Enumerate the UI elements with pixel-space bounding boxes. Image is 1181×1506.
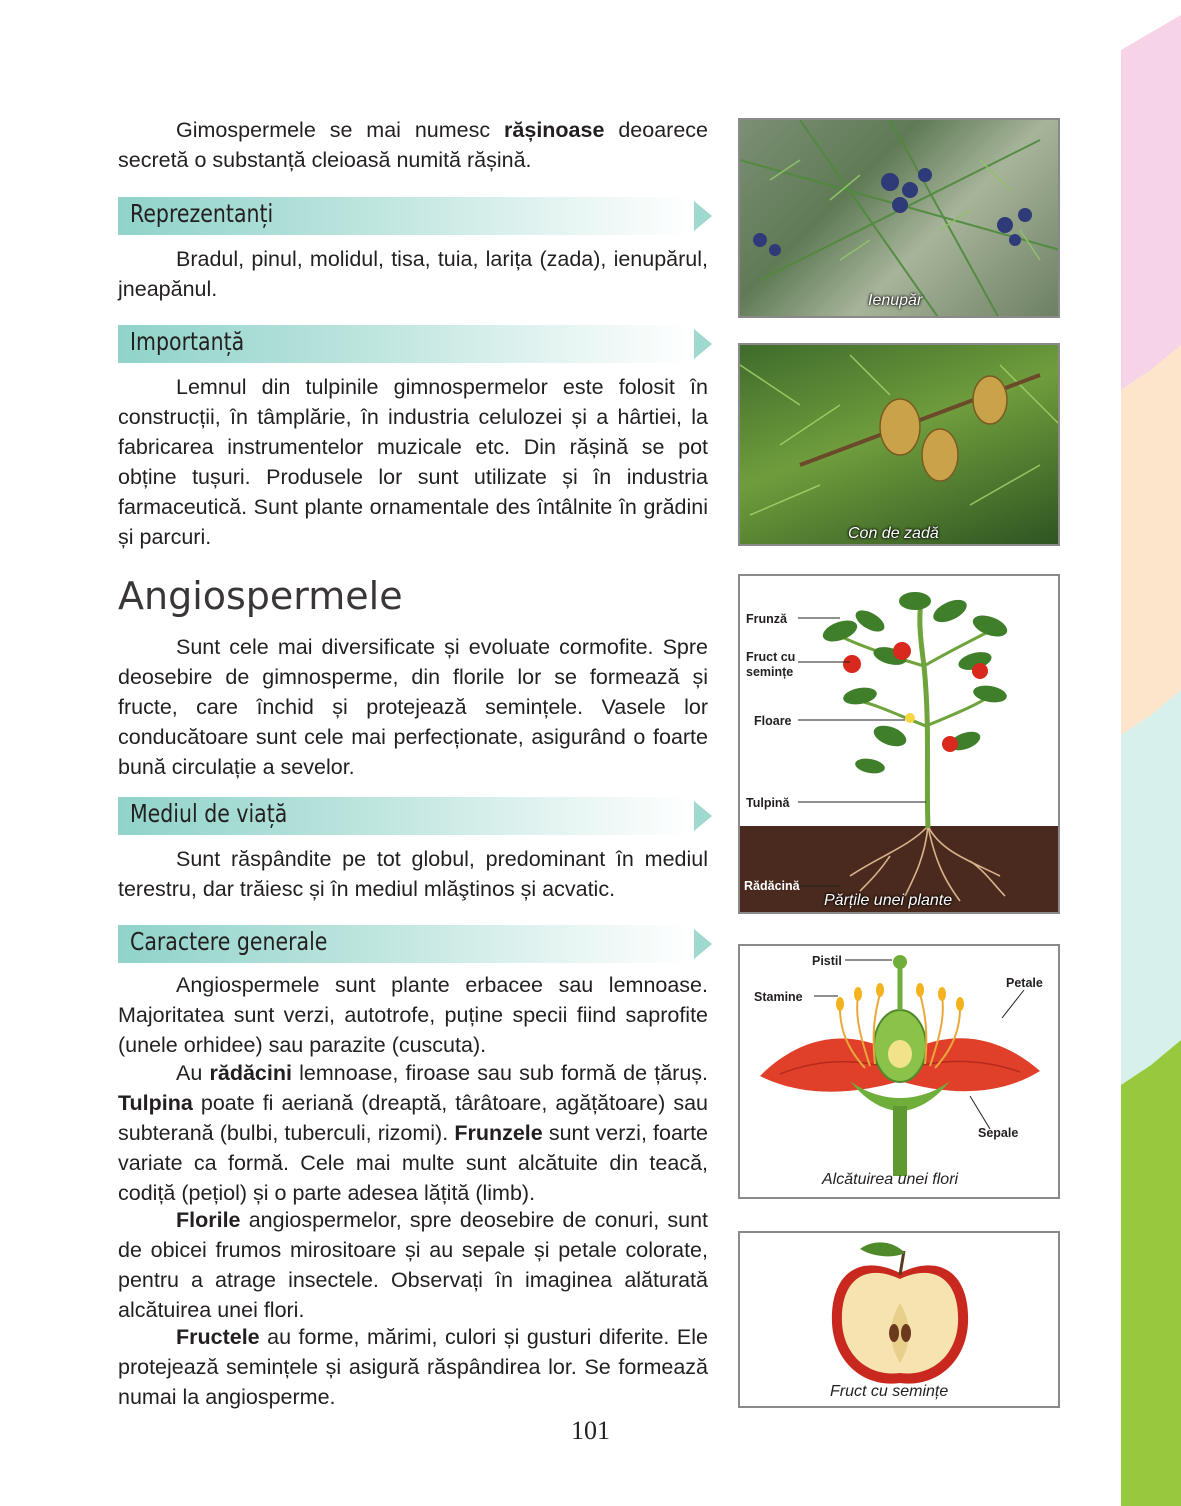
label-tulpina: Tulpină (746, 796, 790, 810)
arrow-icon (694, 201, 712, 231)
heading-importanta (118, 325, 712, 363)
label-floare: Floare (754, 714, 792, 728)
larch-cone-illustration (740, 345, 1060, 546)
car2-c: lemnoase, firoase sau sub formă de țăruș. (291, 1061, 708, 1085)
bold-fructele: Fructele (176, 1325, 260, 1349)
heading-reprezentanti-text: Reprezentanți (130, 199, 274, 228)
photo-ienupar (738, 118, 1060, 318)
caption-fruit: Fruct cu semințe (830, 1383, 949, 1400)
heading-mediul (118, 797, 712, 835)
reprezentanti-paragraph (118, 244, 708, 304)
intro-bold: rășinoase (504, 118, 605, 142)
heading-mediul-text: Mediul de viață (130, 799, 288, 828)
side-tabs (1121, 0, 1181, 1506)
juniper-illustration (740, 120, 1060, 318)
label-radacina: Rădăcină (744, 879, 800, 893)
label-sepale: Sepale (978, 1126, 1019, 1140)
heading-reprezentanti (118, 197, 712, 235)
intro-paragraph (118, 115, 708, 175)
caractere-paragraph-3 (118, 1205, 708, 1325)
heading-caractere (118, 925, 712, 963)
bold-frunzele: Frunzele (454, 1121, 543, 1145)
car2-d: poate fi aeriană (dreaptă, târâtoare, agățătoare) sau subterană (bulbi, tuberculi, rizomi). (118, 1091, 708, 1145)
page-number: 101 (571, 1416, 610, 1445)
bold-radacini: rădăcini (209, 1061, 292, 1085)
importanta-paragraph (118, 372, 708, 552)
car2-e: sunt verzi, foarte variate ca formă. Cele mai multe sunt alcătuite din teacă, codiță (pețiol) și o parte adesea lățită (limb). (118, 1121, 709, 1205)
angio-paragraph (118, 632, 708, 782)
car3-t: angiospermelor, spre deosebire de conuri, sunt de obicei frumos mirositoare și au sepale și petale colorate, pentru a atrage insectele. Observați în imaginea alăturată alcătuirea unei flori. (118, 1208, 708, 1322)
caractere-paragraph-2 (118, 1058, 708, 1208)
mediul-paragraph (118, 844, 708, 904)
diagram-flower (738, 944, 1060, 1199)
apple-illustration (740, 1233, 1058, 1406)
reprezentanti-text: Bradul, pinul, molidul, tisa, tuia, larița (zada), ienupărul, jneapănul. (118, 247, 708, 301)
label-frunza: Frunză (746, 612, 787, 626)
car4-t: au forme, mărimi, culori și gusturi diferite. Ele protejează semințele și asigură răspândirea lor. Se formează numai la angiosperme. (118, 1325, 708, 1409)
section-title: Angiospermele (118, 574, 403, 618)
caption-plant: Părțile unei plante (824, 892, 953, 909)
caption-con: Con de zadă (848, 525, 939, 542)
label-pistil: Pistil (812, 954, 842, 968)
intro-text: Gimospermele se mai numesc (176, 118, 505, 142)
mediul-text: Sunt răspândite pe tot globul, predominant în mediul terestru, dar trăiesc și în mediul mlăştinos și acvatic. (118, 847, 708, 901)
arrow-icon (694, 329, 712, 359)
caractere-paragraph-4 (118, 1322, 708, 1412)
diagram-fruit (738, 1231, 1060, 1408)
tab-mint (1121, 690, 1181, 1085)
arrow-icon (694, 801, 712, 831)
angio-text: Sunt cele mai diversificate și evoluate cormofite. Spre deosebire de gimnosperme, din florile lor se formează și fructe, care închid și protejează semințele. Vasele lor conducătoare sunt cele mai perfecționate, asigurând o foarte bună circulație a sevelor. (118, 635, 708, 779)
caption-flower: Alcătuirea unei flori (822, 1171, 959, 1188)
car2-a: Au (176, 1061, 210, 1085)
bold-florile: Florile (176, 1208, 241, 1232)
label-petale: Petale (1006, 976, 1043, 990)
caractere-paragraph-1 (118, 970, 708, 1060)
label-fruct-2: semințe (746, 665, 794, 679)
caption-ienupar: Ienupăr (868, 292, 923, 309)
photo-con-de-zada (738, 343, 1060, 546)
plant-illustration (740, 576, 1058, 912)
tab-peach (1121, 345, 1181, 735)
arrow-icon (694, 929, 712, 959)
label-fruct-1: Fruct cu (746, 650, 796, 664)
label-stamine: Stamine (754, 990, 803, 1004)
caractere-text-1: Angiospermele sunt plante erbacee sau lemnoase. Majoritatea sunt verzi, autotrofe, puține specii fiind saprofite (unele orhidee) sau parazite (cuscuta). (118, 973, 708, 1057)
intro-text-end: deoarece secretă o substanță cleioasă numită rășină. (118, 118, 708, 172)
heading-caractere-text: Caractere generale (130, 927, 328, 956)
bold-tulpina: Tulpina (118, 1091, 193, 1115)
importanta-text: Lemnul din tulpinile gimnospermelor este folosit în construcții, în tâmplărie, în industria celulozei și a hârtiei, la fabricarea instrumentelor muzicale etc. Din rășină se pot obține tușuri. Produsele lor sunt utilizate și în industria farmaceutică. Sunt plante ornamentale des întâlnite în grădini și parcuri. (118, 375, 708, 549)
heading-importanta-text: Importanță (130, 327, 245, 356)
diagram-plant (738, 574, 1060, 914)
tab-pink (1121, 15, 1181, 390)
